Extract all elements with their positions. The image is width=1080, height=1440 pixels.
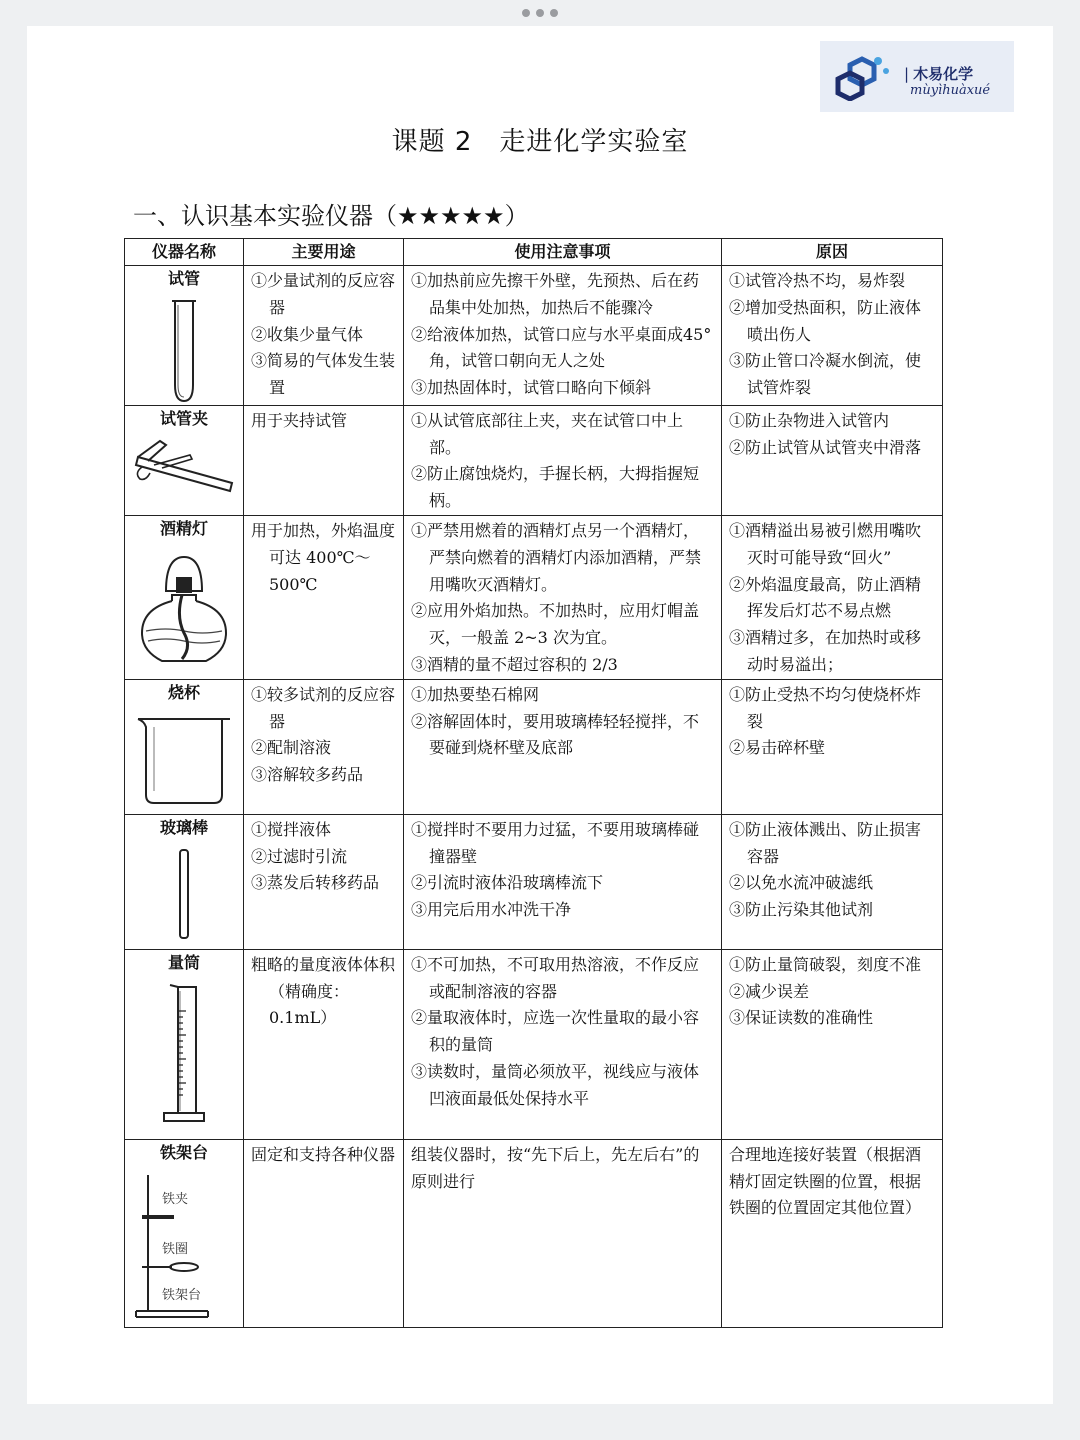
test-tube-holder-icon [132, 437, 236, 493]
list-item: ①从试管底部往上夹，夹在试管口中上部。 [411, 410, 684, 457]
table-row [125, 266, 943, 406]
list-item: 固定和支持各种仪器 [251, 1144, 396, 1164]
list-item: ②增加受热面积，防止液体喷出伤人 [729, 297, 922, 344]
table-row [125, 405, 943, 515]
list-item: ③溶解较多药品 [251, 765, 364, 785]
list-item: ①加热前应先擦干外壁，先预热、后在药品集中处加热，加热后不能骤冷 [411, 271, 700, 317]
uses-cell [244, 1139, 404, 1327]
list-item: ③防止管口冷凝水倒流，使试管炸裂 [729, 351, 922, 398]
table-header-row [125, 239, 943, 266]
column-header: 使用注意事项 [404, 239, 722, 266]
instrument-cell [125, 949, 244, 1139]
list-item: ②收集少量气体 [251, 324, 364, 344]
list-item: ②配制溶液 [251, 738, 332, 758]
iron-stand-base-label: 铁架台 [162, 1287, 202, 1303]
list-item: ①搅拌时不要用力过猛，不要用玻璃棒碰撞器壁 [411, 819, 700, 866]
list-item: ①加热要垫石棉网 [411, 684, 540, 704]
instrument-cell [125, 679, 244, 814]
reasons-cell [722, 1139, 943, 1327]
test-tube-icon [164, 297, 204, 405]
list-item: ③防止污染其他试剂 [729, 900, 874, 920]
instrument-name: 试管 [167, 269, 200, 288]
notes-cell [404, 266, 722, 406]
uses-cell [244, 679, 404, 814]
table-row [125, 949, 943, 1139]
list-item: ③用完后用水冲洗干净 [411, 900, 572, 920]
list-item: ②过滤时引流 [251, 846, 348, 866]
graduated-cylinder-icon [156, 981, 212, 1131]
notes-cell [404, 679, 722, 814]
logo-chinese-text: | 木易化学 [904, 63, 973, 84]
list-item: 合理地连接好装置（根据酒精灯固定铁圈的位置，根据铁圈的位置固定其他位置） [729, 1144, 922, 1218]
document-page [27, 26, 1053, 1404]
instrument-name: 量筒 [167, 952, 200, 972]
uses-cell [244, 814, 404, 949]
brand-logo [820, 41, 1014, 112]
list-item: ①酒精溢出易被引燃用嘴吹灭时可能导致“回火” [729, 520, 922, 567]
column-header: 原因 [722, 239, 943, 266]
beaker-icon [134, 711, 234, 807]
list-item: ②应用外焰加热。不加热时，应用灯帽盖灭，一般盖 2~3 次为宜。 [411, 601, 700, 648]
list-item: ①防止液体溅出、防止损害容器 [729, 819, 922, 866]
list-item: ①较多试剂的反应容器 [251, 684, 396, 731]
list-item: ②防止腐蚀烧灼，手握长柄，大拇指握短柄。 [411, 464, 700, 511]
instrument-name: 试管夹 [159, 408, 208, 428]
notes-cell [404, 949, 722, 1139]
instrument-name: 酒精灯 [159, 518, 208, 538]
list-item: ①防止杂物进入试管内 [729, 410, 890, 430]
table-row [125, 679, 943, 814]
uses-cell [244, 515, 404, 679]
uses-cell [244, 949, 404, 1139]
alcohol-lamp-icon [136, 547, 232, 669]
list-item: ③酒精的量不超过容积的 2/3 [411, 654, 618, 674]
list-item: ②以免水流冲破滤纸 [729, 873, 874, 893]
list-item: ①试管冷热不均，易炸裂 [729, 271, 906, 290]
instrument-cell [125, 266, 244, 406]
instrument-name: 烧杯 [167, 682, 200, 702]
list-item: ③酒精过多，在加热时或移动时易溢出； [729, 628, 922, 674]
page-title: 课题 2 走进化学实验室 [391, 127, 689, 157]
reasons-cell [722, 515, 943, 679]
list-item: ②引流时液体沿玻璃棒流下 [411, 873, 604, 893]
column-header: 仪器名称 [125, 239, 244, 266]
column-header: 主要用途 [244, 239, 404, 266]
reasons-cell [722, 405, 943, 515]
reasons-cell [722, 266, 943, 406]
instrument-cell [125, 1139, 244, 1327]
list-item: ③蒸发后转移药品 [251, 873, 380, 893]
list-item: ②防止试管从试管夹中滑落 [729, 437, 922, 457]
reasons-cell [722, 949, 943, 1139]
logo-pinyin-text: mùyìhuàxué [910, 83, 991, 98]
list-item: ③加热固体时，试管口略向下倾斜 [411, 378, 652, 398]
list-item: ②给液体加热，试管口应与水平桌面成45°角，试管口朝向无人之处 [411, 324, 712, 371]
uses-cell [244, 266, 404, 406]
iron-ring-label: 铁圈 [162, 1241, 189, 1257]
molecule-icon [828, 53, 900, 101]
list-item: ①搅拌液体 [251, 819, 332, 839]
uses-cell [244, 405, 404, 515]
list-item: ①少量试剂的反应容器 [251, 271, 396, 317]
table-row [125, 1139, 943, 1327]
notes-cell [404, 515, 722, 679]
list-item: 组装仪器时，按“先下后上，先左后右”的原则进行 [411, 1144, 700, 1191]
table-row [125, 515, 943, 679]
notes-cell [404, 814, 722, 949]
list-item: 用于加热，外焰温度可达 400℃～500℃ [251, 520, 396, 594]
instrument-cell [125, 814, 244, 949]
list-item: ②减少误差 [729, 981, 810, 1001]
section-heading: 一、认识基本实验仪器（★★★★★） [133, 202, 529, 230]
list-item: ③简易的气体发生装置 [251, 351, 396, 398]
list-item: ②量取液体时，应选一次性量取的最小容积的量筒 [411, 1008, 700, 1055]
table-row [125, 814, 943, 949]
glass-rod-icon [174, 846, 194, 942]
list-item: ②溶解固体时，要用玻璃棒轻轻搅拌，不要碰到烧杯壁及底部 [411, 711, 700, 758]
list-item: ②易击碎杯壁 [729, 738, 826, 758]
iron-clamp-label: 铁夹 [162, 1191, 189, 1207]
reasons-cell [722, 814, 943, 949]
instrument-cell [125, 405, 244, 515]
reasons-cell [722, 679, 943, 814]
list-item: 粗略的量度液体体积 （精确度：0.1mL） [251, 954, 396, 1028]
list-item: ②外焰温度最高，防止酒精挥发后灯芯不易点燃 [729, 574, 922, 621]
instrument-name: 铁架台 [159, 1142, 208, 1162]
list-item: ①防止受热不均匀使烧杯炸裂 [729, 684, 922, 731]
instrument-table [124, 238, 943, 1328]
list-item: ①不可加热，不可取用热溶液，不作反应或配制溶液的容器 [411, 954, 700, 1001]
iron-stand-icon [132, 1171, 236, 1321]
list-item: ①严禁用燃着的酒精灯点另一个酒精灯，严禁向燃着的酒精灯内添加酒精，严禁用嘴吹灭酒精灯。 [411, 520, 702, 594]
list-item: ③保证读数的准确性 [729, 1008, 874, 1028]
list-item: ①防止量筒破裂，刻度不准 [729, 954, 922, 974]
notes-cell [404, 1139, 722, 1327]
list-item: ③读数时，量筒必须放平，视线应与液体凹液面最低处保持水平 [411, 1061, 700, 1108]
list-item: 用于夹持试管 [251, 410, 348, 430]
more-menu-icon[interactable] [522, 8, 558, 18]
notes-cell [404, 405, 722, 515]
instrument-cell [125, 515, 244, 679]
instrument-name: 玻璃棒 [159, 817, 208, 837]
